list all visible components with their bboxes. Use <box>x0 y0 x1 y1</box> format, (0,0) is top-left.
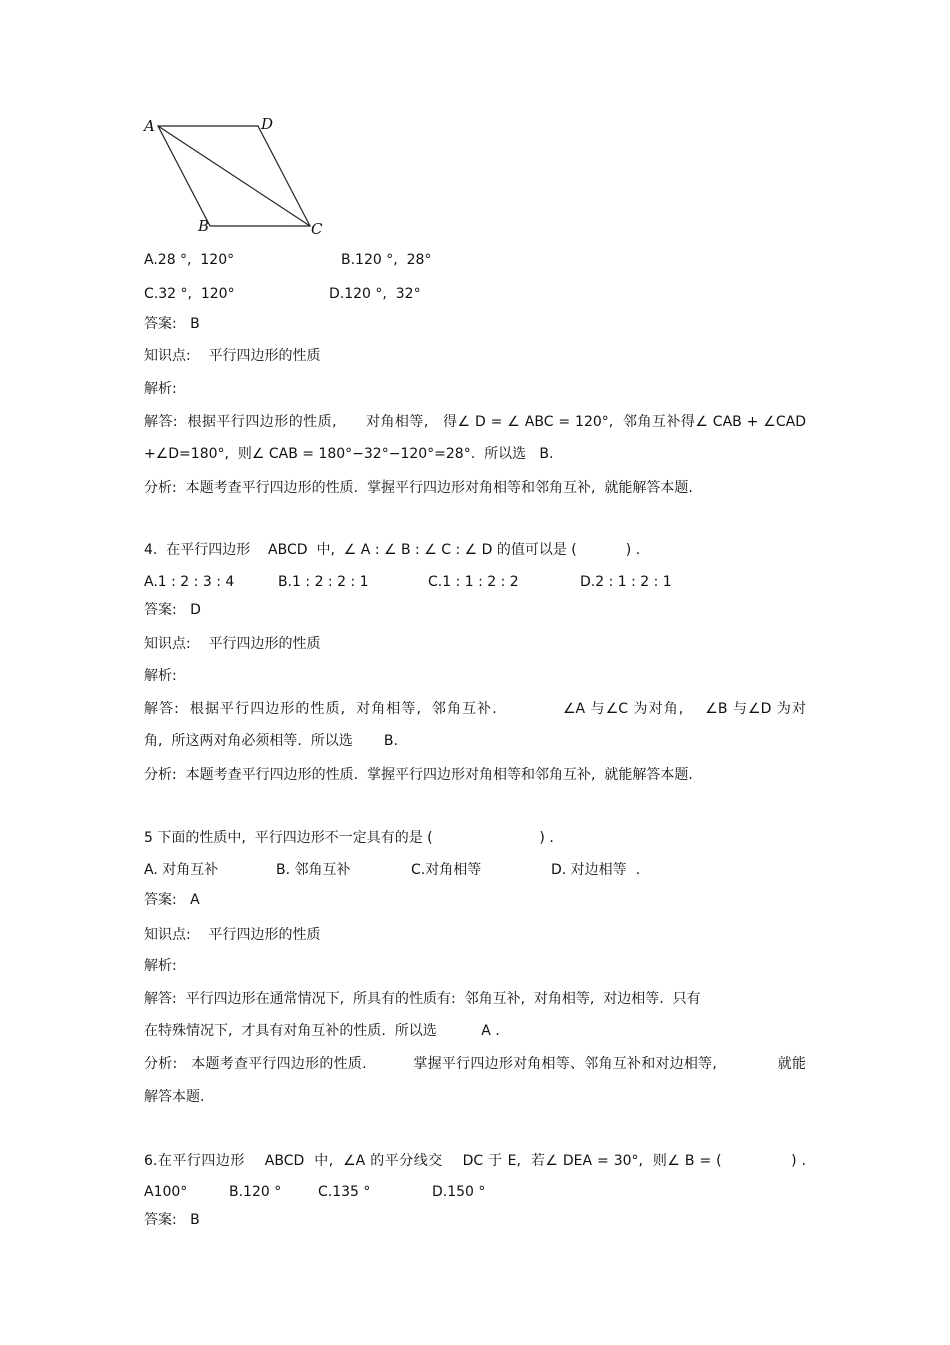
q5-analysis-label: 解析: <box>144 958 177 974</box>
vertex-label-a: A <box>144 117 155 135</box>
q4-solution-line-2: 角, 所这两对角必须相等. 所以选 B. <box>144 733 398 749</box>
parallelogram-figure <box>140 112 340 242</box>
q4-knowledge-point: 知识点: 平行四边形的性质 <box>144 636 321 652</box>
q4-option-d: D.2 : 1 : 2 : 1 <box>580 574 672 590</box>
q6-option-a: A100° <box>144 1184 188 1200</box>
q6-option-c: C.135 ° <box>318 1184 371 1200</box>
q3-option-c: C.32 °, 120° <box>144 286 235 302</box>
vertex-label-b: B <box>198 217 210 235</box>
q5-knowledge-point: 知识点: 平行四边形的性质 <box>144 927 321 943</box>
q5-summary-line-2: 解答本题. <box>144 1089 205 1105</box>
q5-option-b: B. 邻角互补 <box>276 862 351 878</box>
q3-solution-line-2: +∠D=180°, 则∠ CAB = 180°−32°−120°=28°. 所以选 B. <box>144 446 554 462</box>
q3-option-d: D.120 °, 32° <box>329 286 421 302</box>
q5-option-a: A. 对角互补 <box>144 862 219 878</box>
q3-option-b: B.120 °, 28° <box>341 252 432 268</box>
q3-answer: 答案: B <box>144 316 200 332</box>
q6-option-b: B.120 ° <box>229 1184 282 1200</box>
vertex-label-d: D <box>261 115 274 133</box>
q5-option-d: D. 对边相等 . <box>551 862 641 878</box>
vertex-label-c: C <box>311 220 323 238</box>
q6-option-d: D.150 ° <box>432 1184 486 1200</box>
q4-answer: 答案: D <box>144 602 201 618</box>
q4-option-c: C.1 : 1 : 2 : 2 <box>428 574 519 590</box>
q5-answer: 答案: A <box>144 892 200 908</box>
diagonal-ac <box>158 126 310 226</box>
q4-solution-line-1: 解答: 根据平行四边形的性质, 对角相等, 邻角互补. ∠A 与∠C 为对角, ∠B 与∠D 为对 <box>144 701 806 717</box>
q6-answer: 答案: B <box>144 1212 200 1228</box>
q4-question: 4. 在平行四边形 ABCD 中, ∠ A : ∠ B : ∠ C : ∠ D 的值可以是 ( ) . <box>144 542 641 558</box>
q5-solution-line-2: 在特殊情况下, 才具有对角互补的性质. 所以选 A . <box>144 1023 500 1039</box>
q6-question: 6.在平行四边形 ABCD 中, ∠A 的平分线交 DC 于 E, 若∠ DEA = 30°, 则∠ B = ( ) . <box>144 1153 806 1169</box>
q4-option-a: A.1 : 2 : 3 : 4 <box>144 574 235 590</box>
q5-option-c: C.对角相等 <box>411 862 482 878</box>
q4-summary: 分析: 本题考查平行四边形的性质. 掌握平行四边形对角相等和邻角互补, 就能解答本题. <box>144 767 693 783</box>
q3-option-a: A.28 °, 120° <box>144 252 235 268</box>
q5-summary-line-1: 分析: 本题考查平行四边形的性质. 掌握平行四边形对角相等、邻角互补和对边相等, 就能 <box>144 1056 806 1072</box>
q4-analysis-label: 解析: <box>144 668 177 684</box>
q5-solution-line-1: 解答: 平行四边形在通常情况下, 所具有的性质有: 邻角互补, 对角相等, 对边相等. 只有 <box>144 991 701 1007</box>
q3-knowledge-point: 知识点: 平行四边形的性质 <box>144 348 321 364</box>
q3-solution-line-1: 解答: 根据平行四边形的性质, 对角相等, 得∠ D = ∠ ABC = 120°, 邻角互补得∠ CAB + ∠CAD <box>144 414 806 430</box>
q3-summary: 分析: 本题考查平行四边形的性质. 掌握平行四边形对角相等和邻角互补, 就能解答本题. <box>144 480 693 496</box>
q3-analysis-label: 解析: <box>144 381 177 397</box>
q5-question: 5 下面的性质中, 平行四边形不一定具有的是 ( ) . <box>144 830 554 846</box>
q4-option-b: B.1 : 2 : 2 : 1 <box>278 574 369 590</box>
